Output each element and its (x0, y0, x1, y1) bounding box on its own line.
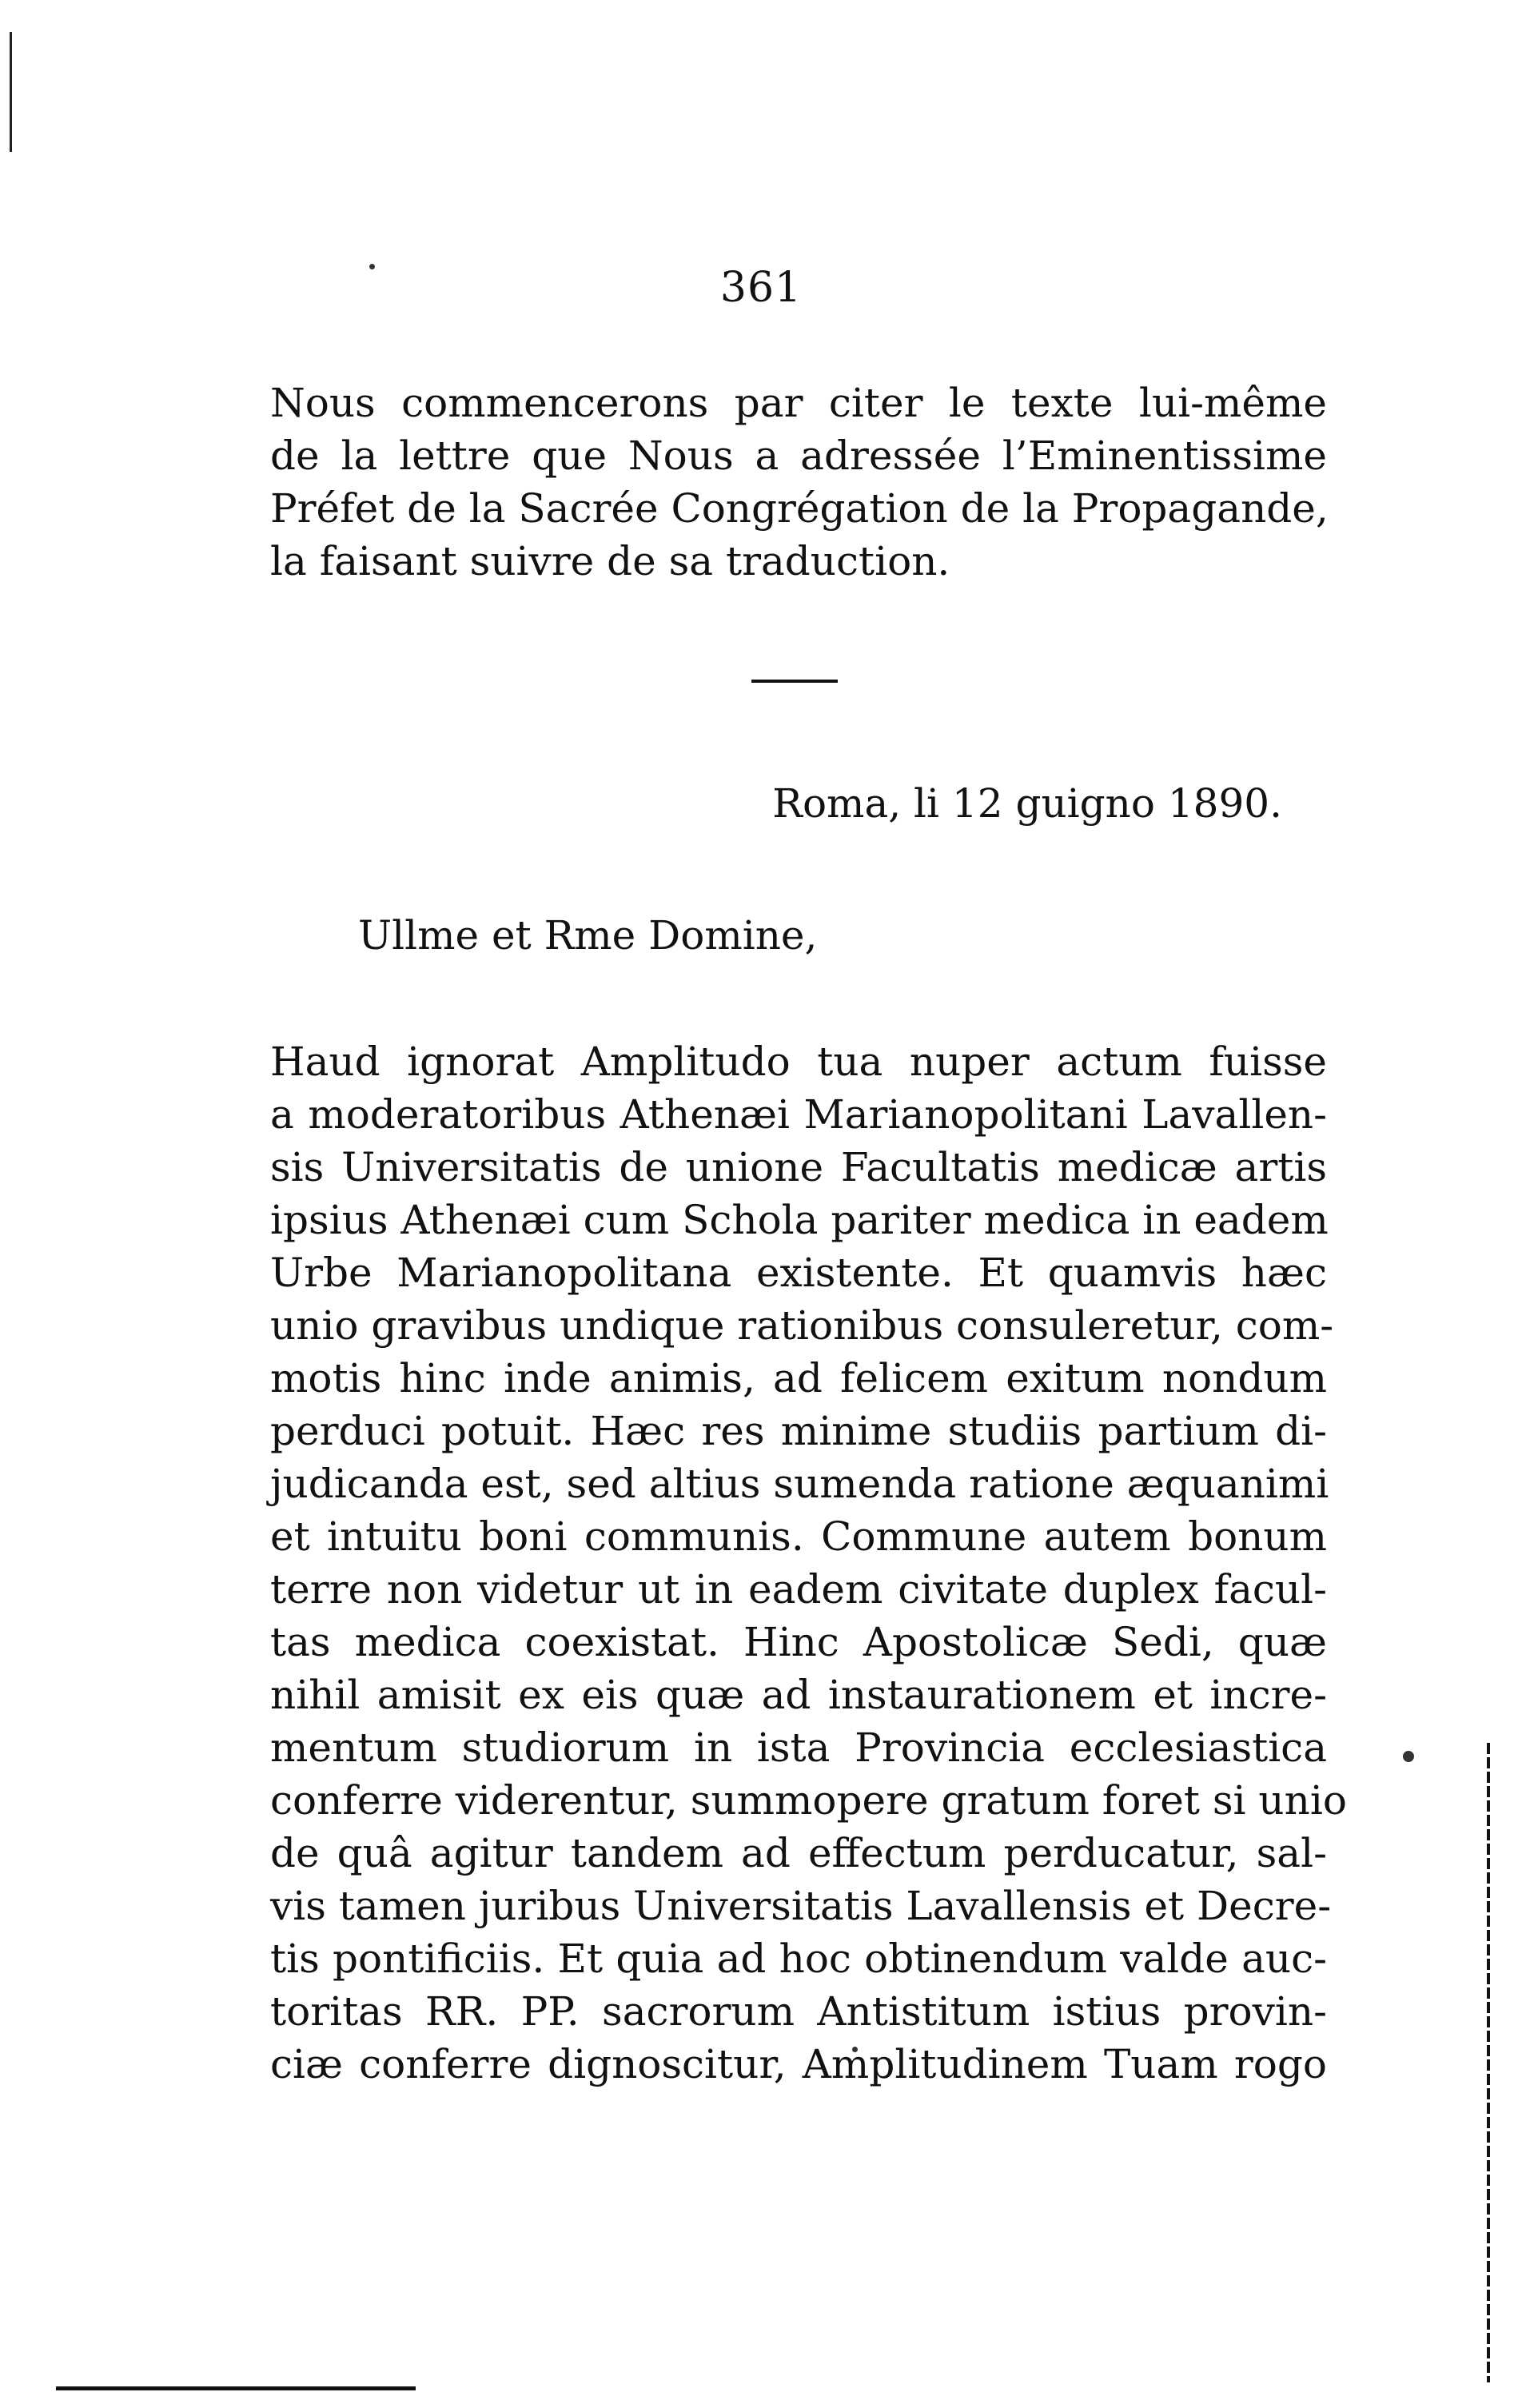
text-line: tis pontificiis. Et quia ad hoc obtinendum valde auc- (270, 1936, 1327, 1982)
text-line: a moderatoribus Athenæi Marianopolitani Lavallen- (270, 1091, 1327, 1138)
text-line: nihil amisit ex eis quæ ad instaurationem et incre- (270, 1672, 1327, 1718)
letter-salutation: Ullme et Rme Domine, (358, 912, 818, 959)
text-line: toritas RR. PP. sacrorum Antistitum istius provin- (270, 1988, 1327, 2035)
text-line: terre non videtur ut in eadem civitate duplex facul- (270, 1566, 1327, 1613)
text-line: et intuitu boni communis. Commune autem bonum (270, 1513, 1327, 1560)
text-line: la faisant suivre de sa traduction. (270, 538, 950, 584)
scan-edge-left (10, 32, 12, 152)
text-line: mentum studiorum in ista Provincia ecclesiastica (270, 1724, 1327, 1771)
text-line: vis tamen juribus Universitatis Lavallensis et Decre- (270, 1883, 1332, 1929)
text-line: tas medica coexistat. Hinc Apostolicæ Sedi, quæ (270, 1619, 1327, 1665)
text-line: motis hinc inde animis, ad felicem exitum nondum (270, 1355, 1327, 1401)
text-line: perduci potuit. Hæc res minime studiis partium di- (270, 1408, 1327, 1454)
scan-edge-right (1487, 1743, 1490, 2382)
text-line: judicanda est, sed altius sumenda ratione æquanimi (270, 1461, 1329, 1507)
text-line: sis Universitatis de unione Facultatis medicæ artis (270, 1144, 1327, 1190)
text-line: ipsius Athenæi cum Schola pariter medica in eadem (270, 1197, 1329, 1243)
text-line: Haud ignorat Amplitudo tua nuper actum fuisse (270, 1039, 1327, 1085)
text-line: ciæ conferre dignoscitur, Amplitudinem Tuam rogo (270, 2041, 1327, 2087)
text-line: de quâ agitur tandem ad effectum perducatur, sal- (270, 1830, 1327, 1876)
text-line: Urbe Marianopolitana existente. Et quamvis hæc (270, 1250, 1327, 1296)
section-divider (751, 680, 838, 683)
text-line: conferre viderentur, summopere gratum foret si unio (270, 1777, 1347, 1824)
letter-dateline: Roma, li 12 guigno 1890. (772, 780, 1282, 827)
page-number: 361 (719, 264, 803, 312)
text-line: Préfet de la Sacrée Congrégation de la Propagande, (270, 485, 1329, 532)
text-line: Nous commencerons par citer le texte lui-même (270, 380, 1327, 426)
scan-speck (1403, 1751, 1414, 1762)
text-line: unio gravibus undique rationibus consuleretur, com- (270, 1302, 1334, 1349)
scan-edge-bottom (56, 2386, 416, 2390)
text-line: de la lettre que Nous a adressée l’Eminentissime (270, 433, 1327, 479)
